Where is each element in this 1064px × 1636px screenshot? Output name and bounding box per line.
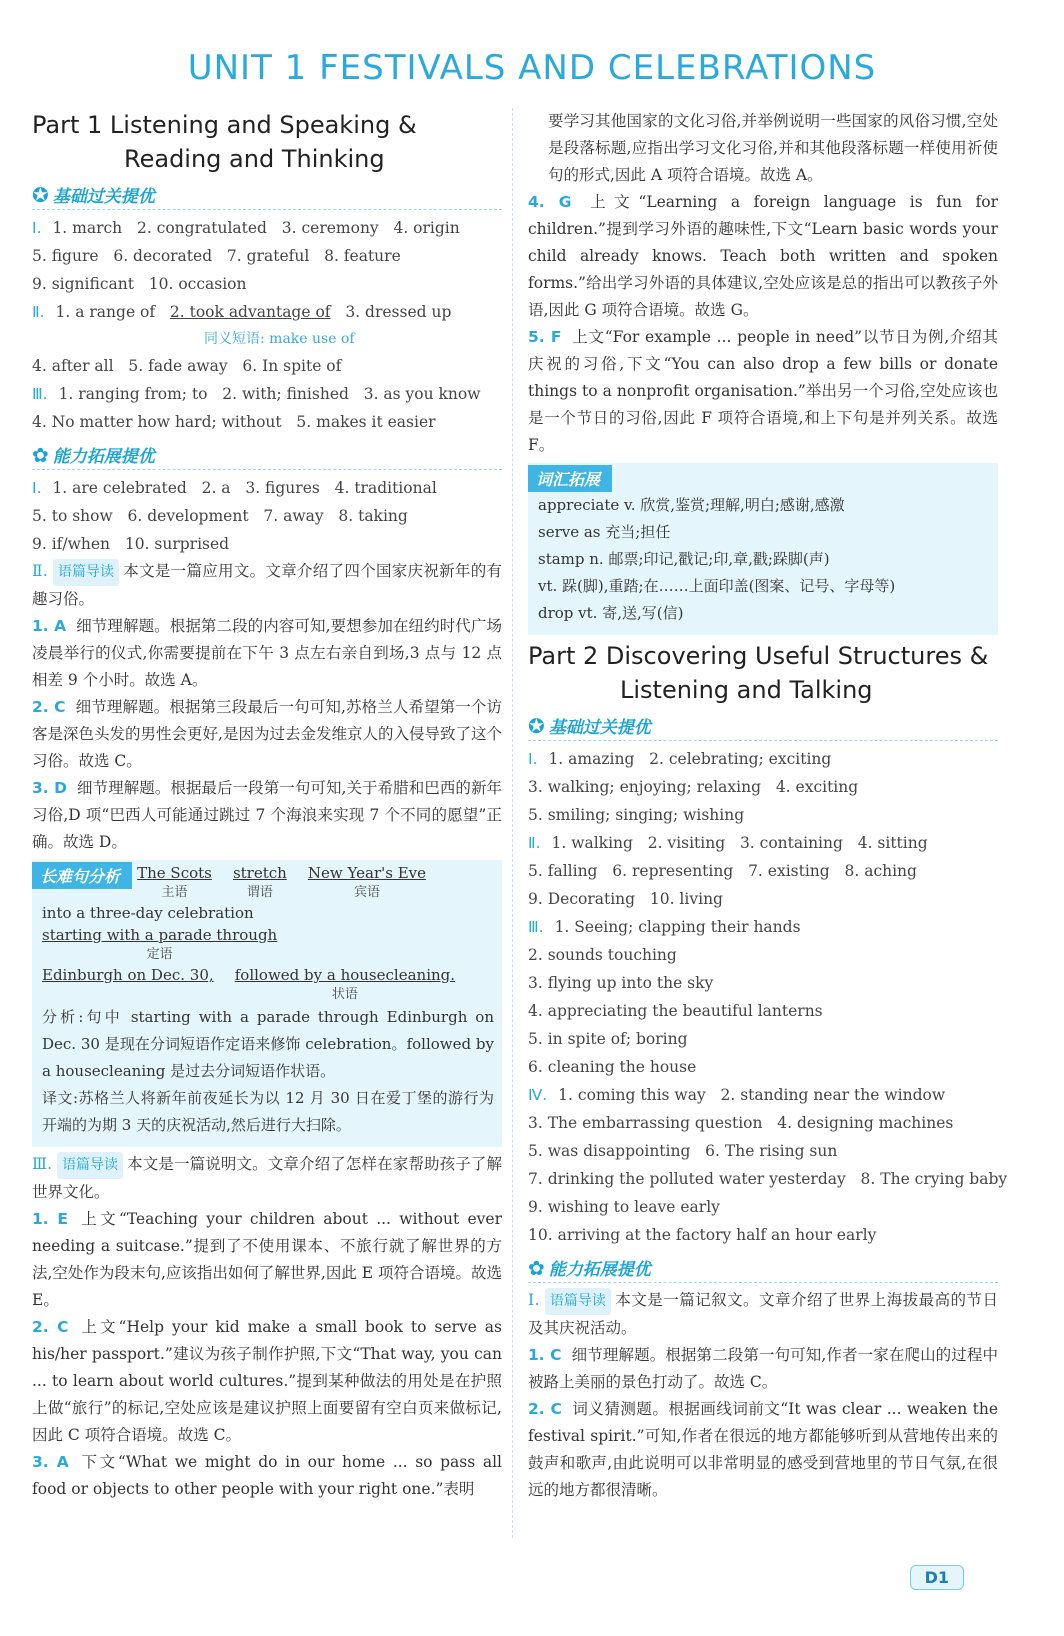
section-basic-header: ✪ 基础过关提优 — [528, 713, 998, 741]
check-badge-icon: ✪ — [32, 182, 49, 207]
box-title: 词汇拓展 — [528, 465, 612, 492]
answer-row: 10. arriving at the factory half an hour early — [528, 1226, 877, 1244]
answer-row: 9. wishing to leave early — [528, 1198, 720, 1216]
answer-explanation-cont: 要学习其他国家的文化习俗,并举例说明一些国家的风俗习惯,空处是段落标题,应指出学习文化习俗,并和其他段落标题一样使用祈使句的形式,因此 A 项符合语境。故选 A。 — [548, 112, 998, 184]
answer-row: 9. if/when 10. surprised — [32, 535, 230, 553]
answer-row: Ⅲ. 1. ranging from; to 2. with; finished 3. as you know — [32, 385, 481, 403]
answer-row: 3. walking; enjoying; relaxing 4. exciting — [528, 778, 859, 796]
column-divider — [512, 108, 513, 1538]
answer-row: 5. figure 6. decorated 7. grateful 8. feature — [32, 247, 401, 265]
reading-intro: Ⅱ. 语篇导读 本文是一篇应用文。文章介绍了四个国家庆祝新年的有趣习俗。 — [32, 558, 502, 613]
answer-row: 9. significant 10. occasion — [32, 275, 247, 293]
answer-explanation: 3. D 细节理解题。根据最后一段第一句可知,关于希腊和巴西的新年习俗,D 项“巴西人可能通过跳过 7 个海浪来实现 7 个不同的愿望”正确。故选 D。 — [32, 779, 502, 851]
answer-row: 3. The embarrassing question 4. designing machines — [528, 1114, 954, 1132]
answer-row: 5. to show 6. development 7. away 8. taking — [32, 507, 408, 525]
check-badge-icon: ✪ — [528, 713, 545, 738]
part2-title: Part 2 Discovering Useful Structures & Listening and Talking — [528, 642, 989, 704]
answer-row: 4. No matter how hard; without 5. makes it easier — [32, 413, 436, 431]
long-sentence-box: 长难句分析 The Scots 主语 stretch 谓语 New Year's Eve 宾语 into a three-day celebration starting with a parade through 定语 Edinburgh on Dec. 30, followed by a housecleaning. 状语 分析:句中 starting with a parade through Edinburgh on Dec. 30 是现在分词短语作定语来修饰 celebration。followed by a housecleaning 是过去分词短语作状语。 译文:苏格兰人将新年前夜延长为以 12 月 30 日在爱丁堡的游行为开端的为期 3 天的庆祝活动,然后进行大扫除。 — [32, 860, 502, 1147]
answer-row: Ⅰ. 1. amazing 2. celebrating; exciting — [528, 750, 832, 768]
answer-explanation: 2. C 上文“Help your kid make a small book to serve as his/her passport.”建议为孩子制作护照,下文“That way, you can ... to learn about world cultures.”提到某种做法的用处是在护照上做“旅行”的标记,空处应该是建议护照上面要留有空白页来做标记,因此 C 项符合语境。故选 C。 — [32, 1318, 502, 1444]
part1-title: Part 1 Listening and Speaking & Reading and Thinking — [32, 111, 417, 173]
answer-row: 9. Decorating 10. living — [528, 890, 723, 908]
answer-row: 4. appreciating the beautiful lanterns — [528, 1002, 823, 1020]
answer-row: 5. in spite of; boring — [528, 1030, 688, 1048]
answer-explanation: 1. E 上文“Teaching your children about ... without ever needing a suitcase.”提到了不使用课本、不旅行就了解世界的方法,空处作为段末句,应该指出如何了解世界,因此 E 项符合语境。故选 E。 — [32, 1210, 502, 1309]
answer-row: 4. after all 5. fade away 6. In spite of — [32, 357, 342, 375]
section-basic-header: ✪ 基础过关提优 — [32, 182, 502, 210]
right-column — [528, 108, 1008, 1504]
reading-intro: Ⅲ. 语篇导读 本文是一篇说明文。文章介绍了怎样在家帮助孩子了解世界文化。 — [32, 1151, 502, 1206]
answer-explanation: 1. C 细节理解题。根据第二段第一句可知,作者一家在爬山的过程中被路上美丽的景色打动了。故选 C。 — [528, 1346, 998, 1391]
answer-explanation: 2. C 细节理解题。根据第三段最后一句可知,苏格兰人希望第一个访客是深色头发的男性会更好,是因为过去金发维京人的入侵导致了这个习俗。故选 C。 — [32, 698, 502, 770]
answer-row: Ⅲ. 1. Seeing; clapping their hands — [528, 918, 801, 936]
answer-explanation: 5. F 上文“For example ... people in need”以节日为例,介绍其庆祝的习俗,下文“You can also drop a few bills or donate things to a nonprofit organisation.”举出另一个习俗,空处应该也是一个节日的习俗,因此 F 项符合语境,和上下句是并列关系。故选 F。 — [528, 328, 998, 454]
answer-row: Ⅳ. 1. coming this way 2. standing near the window — [528, 1086, 946, 1104]
answer-explanation: 2. C 词义猜测题。根据画线词前文“It was clear ... weaken the festival spirit.”可知,作者在很远的地方都能够听到从营地传出来的鼓声和歌声,由此说明可以非常明显的感受到营地里的节日气氛,在很远的地方都很清晰。 — [528, 1400, 998, 1499]
answer-row: Ⅱ. 1. walking 2. visiting 3. containing 4. sitting — [528, 834, 928, 852]
answer-row: 2. sounds touching — [528, 946, 677, 964]
answer-row: 3. flying up into the sky — [528, 974, 714, 992]
answer-row: 7. drinking the polluted water yesterday 8. The crying baby — [528, 1170, 1008, 1188]
answer-row: Ⅰ. 1. march 2. congratulated 3. ceremony 4. origin — [32, 219, 460, 237]
reading-intro: Ⅰ. 语篇导读 本文是一篇记叙文。文章介绍了世界上海拔最高的节日及其庆祝活动。 — [528, 1287, 998, 1342]
section-ability-header: ✿ 能力拓展提优 — [32, 442, 502, 470]
unit-title: UNIT 1 FESTIVALS AND CELEBRATIONS — [187, 48, 877, 88]
answer-row: 5. smiling; singing; wishing — [528, 806, 745, 824]
answer-row: 5. was disappointing 6. The rising sun — [528, 1142, 838, 1160]
page-number: D1 — [910, 1565, 964, 1590]
answer-row: 5. falling 6. representing 7. existing 8. aching — [528, 862, 917, 880]
answer-explanation: 4. G 上文“Learning a foreign language is fun for children.”提到学习外语的趣味性,下文“Learn basic words your child already knows. Teach both written and spoken forms.”给出学习外语的具体建议,空处应该是总的指出可以教孩子外语,因此 G 项符合语境。故选 G。 — [528, 193, 999, 319]
answer-explanation: 1. A 细节理解题。根据第二段的内容可知,要想参加在纽约时代广场凌晨举行的仪式,你需要提前在下午 3 点左右亲自到场,3 点与 12 点相差 9 个小时。故选 A。 — [32, 617, 502, 689]
answer-explanation: 3. A 下文“What we might do in our home ... so pass all food or objects to other people with your right one.”表明 — [32, 1453, 502, 1498]
left-column — [32, 108, 502, 1503]
gear-flower-icon: ✿ — [528, 1255, 545, 1280]
answer-row: Ⅰ. 1. are celebrated 2. a 3. figures 4. traditional — [32, 479, 437, 497]
synonym-note: 同义短语: make use of — [204, 331, 355, 347]
box-title: 长难句分析 — [32, 862, 132, 889]
vocab-box: 词汇拓展 appreciate v. 欣赏,鉴赏;理解,明白;感谢,感激 serve as 充当;担任 stamp n. 邮票;印记,戳记;印,章,戳;跺脚(声) vt. 跺(脚),重踏;在……上面印盖(图案、记号、字母等) drop vt. 寄,送,写(信) — [528, 463, 998, 635]
answer-row: Ⅱ. 1. a range of 2. took advantage of 3. dressed up — [32, 303, 452, 321]
answer-row: 6. cleaning the house — [528, 1058, 697, 1076]
gear-flower-icon: ✿ — [32, 442, 49, 467]
section-ability-header: ✿ 能力拓展提优 — [528, 1255, 998, 1283]
